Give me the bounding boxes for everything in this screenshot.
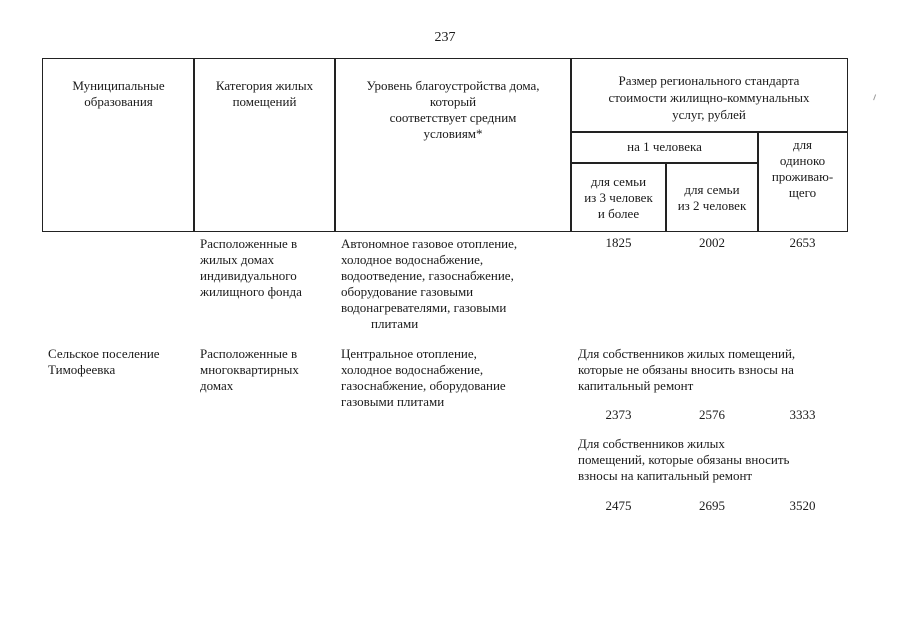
header-family2-text: для семьи из 2 человек (677, 182, 747, 213)
row1-value-family2: 2002 (699, 235, 725, 250)
row2-group2-value-single: 3520 (789, 498, 816, 513)
row2-municipality: Сельское поселение Тимофеевка (48, 346, 160, 377)
header-family3-text: для семьи из 3 человек и более (584, 174, 653, 221)
row2-group2-value-family3: 2475 (605, 498, 632, 513)
row2-group2-value-family2: 2695 (699, 498, 725, 513)
row2-group1-value-single: 3333 (789, 407, 816, 422)
page-number: 237 (434, 30, 456, 45)
row2-group2-note: Для собственников жилых помещений, которые обязаны вносить взносы на капитальный ремонт (578, 436, 790, 483)
row2-level: Центральное отопление, холодное водоснабжение, газоснабжение, оборудование газовыми плитами (341, 346, 506, 409)
header-per-person-text: на 1 человека (627, 139, 702, 154)
row1-category: Расположенные в жилых домах индивидуального жилищного фонда (200, 236, 302, 299)
row2-category: Расположенные в многоквартирных домах (200, 346, 299, 393)
row2-group1-note: Для собственников жилых помещений, которые не обязаны вносить взносы на капитальный ремонт (578, 346, 796, 393)
row1-value-single: 2653 (789, 235, 816, 250)
row1-value-family3: 1825 (605, 235, 632, 250)
header-level-text: Уровень благоустройства дома, который соответствует средним условиям* (366, 78, 540, 141)
header-size-text: Размер регионального стандарта стоимости жилищно-коммунальных услуг, рублей (608, 73, 810, 122)
row1-level: Автономное газовое отопление, холодное водоснабжение, водоотведение, газоснабжение, оборудование газовыми водонагревателями, газовыми плитами (341, 236, 518, 331)
header-category-text: Категория жилых помещений (215, 78, 314, 109)
row2-group1-value-family2: 2576 (699, 407, 725, 422)
header-single-text: для одиноко проживаю- щего (771, 137, 834, 200)
scan-mark (873, 94, 880, 101)
header-municipality-text: Муниципальные образования (72, 78, 165, 109)
row2-group1-value-family3: 2373 (605, 407, 632, 422)
